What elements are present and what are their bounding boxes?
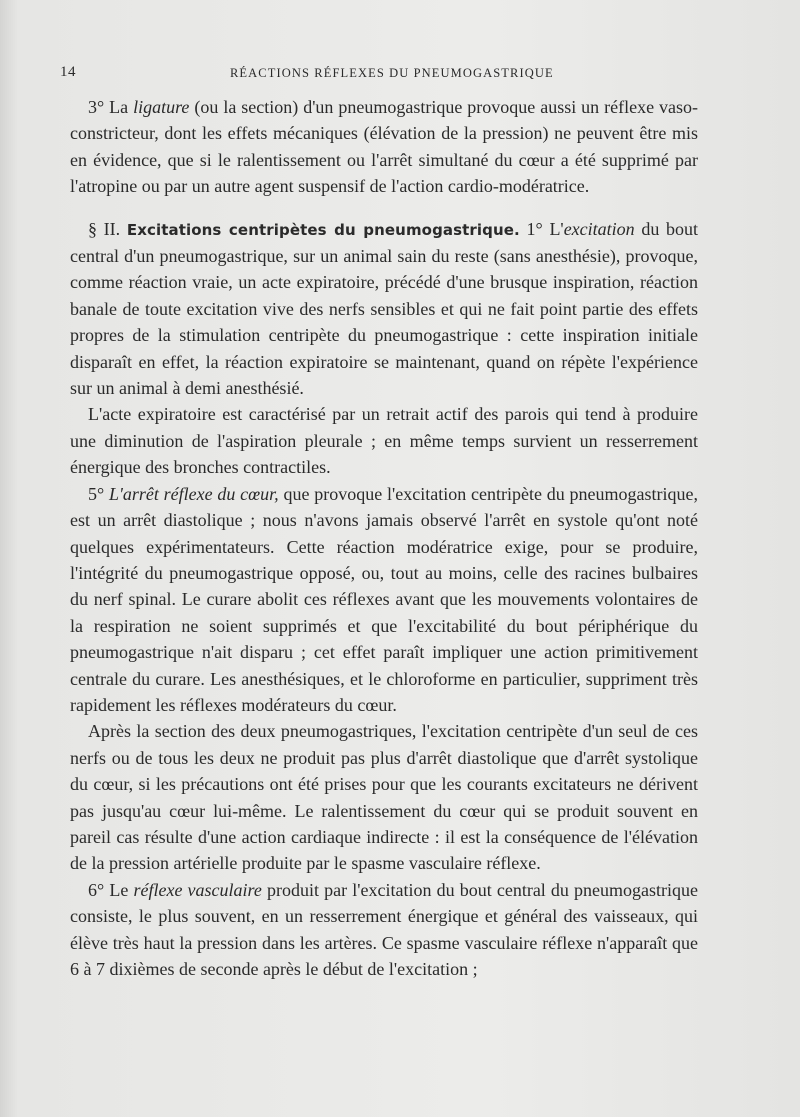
item-number: 3°: [88, 97, 105, 117]
page-number: 14: [60, 64, 76, 80]
paragraph-3-ligature: [70, 94, 698, 200]
body-text: [70, 94, 698, 982]
paragraph-section-2: [70, 216, 698, 402]
paragraph-text: Après la section des deux pneumogastriques, l'excitation centripète d'un seul de ces nerfs ou de tous les deux ne produit pas plus d'arrêt diastolique que d'arrêt systolique du cœur, si les précautions ont été prises pour que les courants excitateurs ne dérivent pas jusqu'au cœur lui-même. Le ralentissement du cœur qui se produit souvent en pareil cas résulte d'une action cardiaque indirecte : il est la conséquence de l'élévation de la pression artérielle produite par le spasme vasculaire réflexe.: [70, 721, 698, 874]
paragraph-text: du bout central d'un pneumogastrique, sur un animal sain du reste (sans anesthésie), provoque, comme réaction vraie, un acte expiratoire, précédé d'une brusque inspiration, réaction banale de toute excitation vive des nerfs sensibles et qui ne fait point partie des effets propres de la stimulation centripète du pneumogastrique : cette inspiration initiale disparaît en effet, la réaction expiratoire se maintenant, quand on répète l'expérience sur un animal à demi anesthésié.: [70, 218, 699, 399]
paragraph-text: (ou la section) d'un pneumogastrique provoque aussi un réflexe vaso-constricteur, dont les effets mécaniques (élévation de la pression) ne peuvent être mis en évidence, que si le ralentissement ou l'arrêt simultané du cœur a été supprimé par l'atropine ou par un autre agent suspensif de l'action cardio-modératrice.: [70, 97, 699, 197]
italic-term: ligature: [133, 97, 190, 117]
section-title: Excitations centripètes du pneumogastrique.: [126, 220, 520, 239]
italic-term: L'arrêt réflexe du cœur,: [109, 483, 279, 504]
article: L': [549, 218, 564, 239]
paragraph-after-section: [70, 718, 698, 876]
paragraph-text: L'acte expiratoire est caractérisé par un retrait actif des parois qui tend à produire une diminution de l'aspiration pleurale ; en même temps survient un resserrement énergique des bronches contractiles.: [70, 404, 698, 478]
paragraph-6-vascular-reflex: [70, 877, 698, 983]
running-title: RÉACTIONS RÉFLEXES DU PNEUMOGASTRIQUE: [230, 66, 554, 80]
italic-term: excitation: [563, 218, 635, 239]
paragraph-text: que provoque l'excitation centripète du pneumogastrique, est un arrêt diastolique ; nous n'avons jamais observé l'arrêt en systole qu'ont noté quelques expérimentateurs. Cette réaction modératrice exige, pour se produire, l'intégrité du pneumogastrique opposé, ou, tout au moins, celle des racines bulbaires du nerf spinal. Le curare abolit ces réflexes avant que les mouvements volontaires de la respiration ne soient supprimés et que l'excitabilité du bout périphérique du pneumogastrique n'ait disparu ; cet effet paraît impliquer une action primitivement centrale du curare. Les anesthésiques, et le chloroforme en particulier, suppriment très rapidement les réflexes modérateurs du cœur.: [70, 483, 699, 715]
page-header: [60, 64, 742, 84]
paragraph-text: produit par l'excitation du bout central du pneumogastrique consiste, le plus souvent, en un resserrement énergique et général des vaisseaux, qui élève très haut la pression dans les artères. Ce spasme vasculaire réflexe n'apparaît que 6 à 7 dixièmes de seconde après le début de l'excitation ;: [70, 879, 699, 979]
item-number: 1°: [526, 218, 543, 239]
item-number: 5°: [88, 483, 105, 504]
article: Le: [109, 879, 129, 900]
section-mark: § II.: [88, 218, 121, 239]
article: La: [109, 97, 129, 117]
paragraph-5-heart-arrest: [70, 481, 698, 719]
paragraph-expiratory-act: [70, 401, 698, 480]
item-number: 6°: [88, 879, 105, 900]
italic-term: réflexe vasculaire: [133, 879, 262, 900]
